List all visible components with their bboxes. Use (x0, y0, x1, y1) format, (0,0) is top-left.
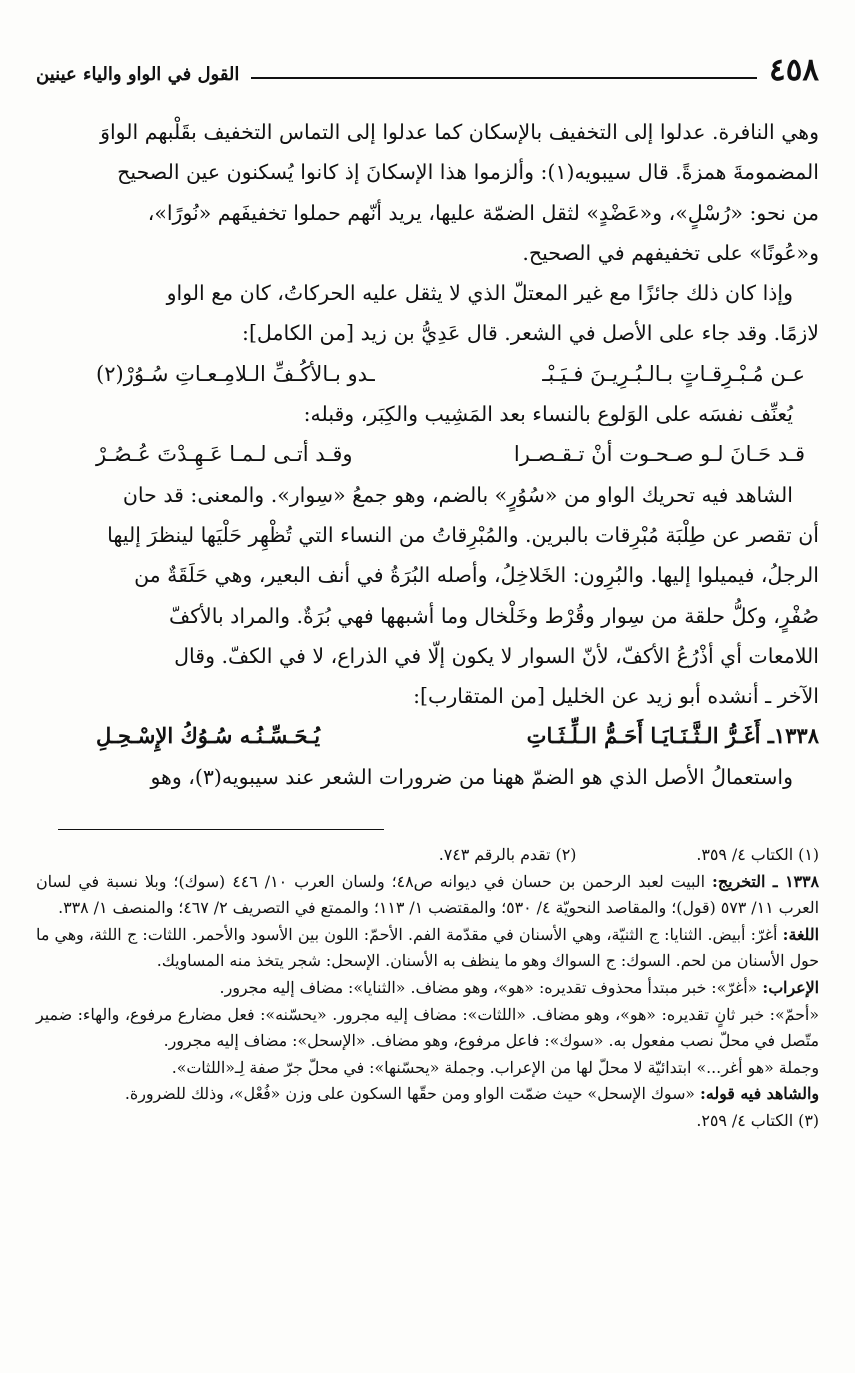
verse-first-hemistich: قـد حَـانَ لـو صـحـوت أنْ تـقـصـرا (513, 442, 805, 467)
page-number: ٤٥٨ (769, 52, 819, 88)
text-line: الشاهد فيه تحريك الواو من «سُوُرٍ» بالضم، وهو جمعُ «سِوار». والمعنى: قد حان (122, 482, 793, 507)
shahid-note (36, 1081, 819, 1108)
text-line: يُعنِّف نفسَه على الوَلوع بالنساء بعد المَشِيب والكِبَر، وقبله: (303, 402, 793, 427)
running-title: القول في الواو والياء عينين (36, 64, 240, 86)
text-line: اللامعات أي أذْرُعُ الأكفّ، لأنّ السوار لا يكون إلّا في الذراع، لا في الكفّ. وقال (174, 643, 819, 668)
irab-label: الإعراب: (762, 977, 819, 997)
verse-2 (36, 434, 819, 474)
lugha-note (36, 922, 819, 975)
footnote-row (36, 842, 819, 869)
text-line: واستعمالُ الأصل الذي هو الضمّ ههنا من ضرورات الشعر عند سيبويه(٣)، وهو (150, 764, 793, 789)
footnotes (36, 842, 819, 1135)
shahid-label: والشاهد فيه قوله: (700, 1084, 819, 1104)
verse-1338 (36, 716, 819, 756)
text-line: الآخر ـ أنشده أبو زيد عن الخليل [من المتقارب]: (413, 684, 819, 709)
header-rule (251, 77, 757, 79)
main-text (36, 112, 819, 797)
takhrij-note (36, 869, 819, 922)
takhrij-label: ١٣٣٨ ـ التخريج: (712, 871, 820, 891)
shahid-text: «سوك الإسحل» حيث ضمّت الواو ومن حقّها السكون على وزن «فُعْل»، وذلك للضرورة. (124, 1084, 695, 1104)
text-line: المضمومةَ همزةً. قال سيبويه(١): وألزموا هذا الإسكانَ إذ كانوا يُسكنون عين الصحيح (117, 160, 819, 185)
footnote-2: (٢) تقدم بالرقم ٧٤٣. (438, 845, 577, 864)
irab-text: «أغرّ»: خبر مبتدأ محذوف تقديره: «هو»، وهو مضاف. «الثنايا»: مضاف إليه مجرور. (219, 977, 758, 997)
lugha-text: أغرّ: أبيض. الثنايا: ج الثنيّة، وهي الأسنان في مقدّمة الفم. الأحمّ: اللون بين الأسود والأحمر. اللثات: ج اللثة، وهي ما حول الأسنان من لحم. السوك: ج السواك وهو ما ينظف به الأسنان. الإسحل: شجر يتخذ منه المساويك. (36, 924, 819, 971)
takhrij-text: البيت لعبد الرحمن بن حسان في ديوانه ص٤٨؛ ولسان العرب ١٠/ ٤٤٦ (سوك)؛ وبلا نسبة في لسان العرب ١١/ ٥٧٣ (قول)؛ والمقاصد النحويّة ٤/ ٥٣٠؛ والمقتضب ١/ ١١٣؛ والممتع في التصريف ٢/ ٤٦٧؛ والمنصف ١/ ٣٣٨. (36, 871, 819, 918)
text-line: الرجلُ، فيميلوا إليها. والبُرِون: الخَلاخِلُ، وأصله البُرَةُ في أنف البعير، وهي حَلَقَةٌ من (134, 563, 819, 588)
text-line: من نحو: «رُسْلٍ»، و«عَضْدٍ» لثقل الضمّة عليها، يريد أنّهم حملوا تخفيفَهم «نُورًا»، (147, 200, 819, 225)
text-line: وإذا كان ذلك جائزًا مع غير المعتلّ الذي لا يثقل عليه الحركاتُ، كان مع الواو (166, 281, 793, 306)
verse-second-hemistich: يُـحَـسِّـنُـه سُـوُكُ الإِسْـحِـلِ (96, 723, 321, 749)
text-line: وهي النافرة. عدلوا إلى التخفيف بالإسكان كما عدلوا إلى التماس التخفيف بقَلْبهم الواوَ (100, 120, 819, 144)
page-header (36, 50, 819, 86)
verse-1 (36, 354, 819, 394)
footnote-1: (١) الكتاب ٤/ ٣٥٩. (696, 845, 819, 864)
jumla-note: وجملة «هو أغر...» ابتدائيّة لا محلّ لها من الإعراب. وجملة «يحسّنها»: في محلّ جرّ صفة لِـ«اللثات». (171, 1057, 819, 1077)
irab-note-2: «أحمّ»: خبر ثانٍ تقديره: «هو»، وهو مضاف. «اللثات»: مضاف إليه مجرور. «يحسّنه»: فعل مضارع مرفوع، والهاء: ضمير متّصل في محلّ نصب مفعول به. «سوك»: فاعل مرفوع، وهو مضاف. «الإسحل»: مضاف إليه مجرور. (36, 1004, 819, 1051)
text-line: و«عُونًا» على تخفيفهم في الصحيح. (522, 240, 819, 265)
verse-second-hemistich: ـدو بـالأكُـفِّ الـلامِـعـاتِ سُـوُرْ(٢) (96, 361, 375, 386)
footnote-rule (58, 829, 384, 830)
verse-first-hemistich: عـن مُـبْـرِقـاتٍ بـالـبُـرِيـنَ فـيَـبْـ (542, 361, 805, 386)
text-line: لازمًا. وقد جاء على الأصل في الشعر. قال عَدِيُّ بن زيد [من الكامل]: (242, 321, 819, 346)
text-line: أن تقصر عن طِلْبَة مُبْرِقات بالبرين. والمُبْرِقاتُ من النساء التي تُظْهِر حَلْيَها لينظرَ إليها (107, 522, 819, 547)
verse-first-hemistich: ١٣٣٨ـ أَغَـرُّ الـثَّـنَـايَـا أَحَـمُّ الـلِّـثَـاتِ (526, 723, 819, 749)
lugha-label: اللغة: (782, 924, 819, 944)
irab-note (36, 975, 819, 1002)
verse-second-hemistich: وقـد أتـى لـمـا عَـهِـدْتَ عُـصُـرْ (96, 442, 353, 467)
text-line: صُفْرٍ، وكلُّ حلقة من سِوار وقُرْط وخَلْخال وما أشبهها فهي بُرَةٌ. والمراد بالأكفّ (169, 603, 819, 628)
footnote-3: (٣) الكتاب ٤/ ٢٥٩. (696, 1110, 819, 1130)
